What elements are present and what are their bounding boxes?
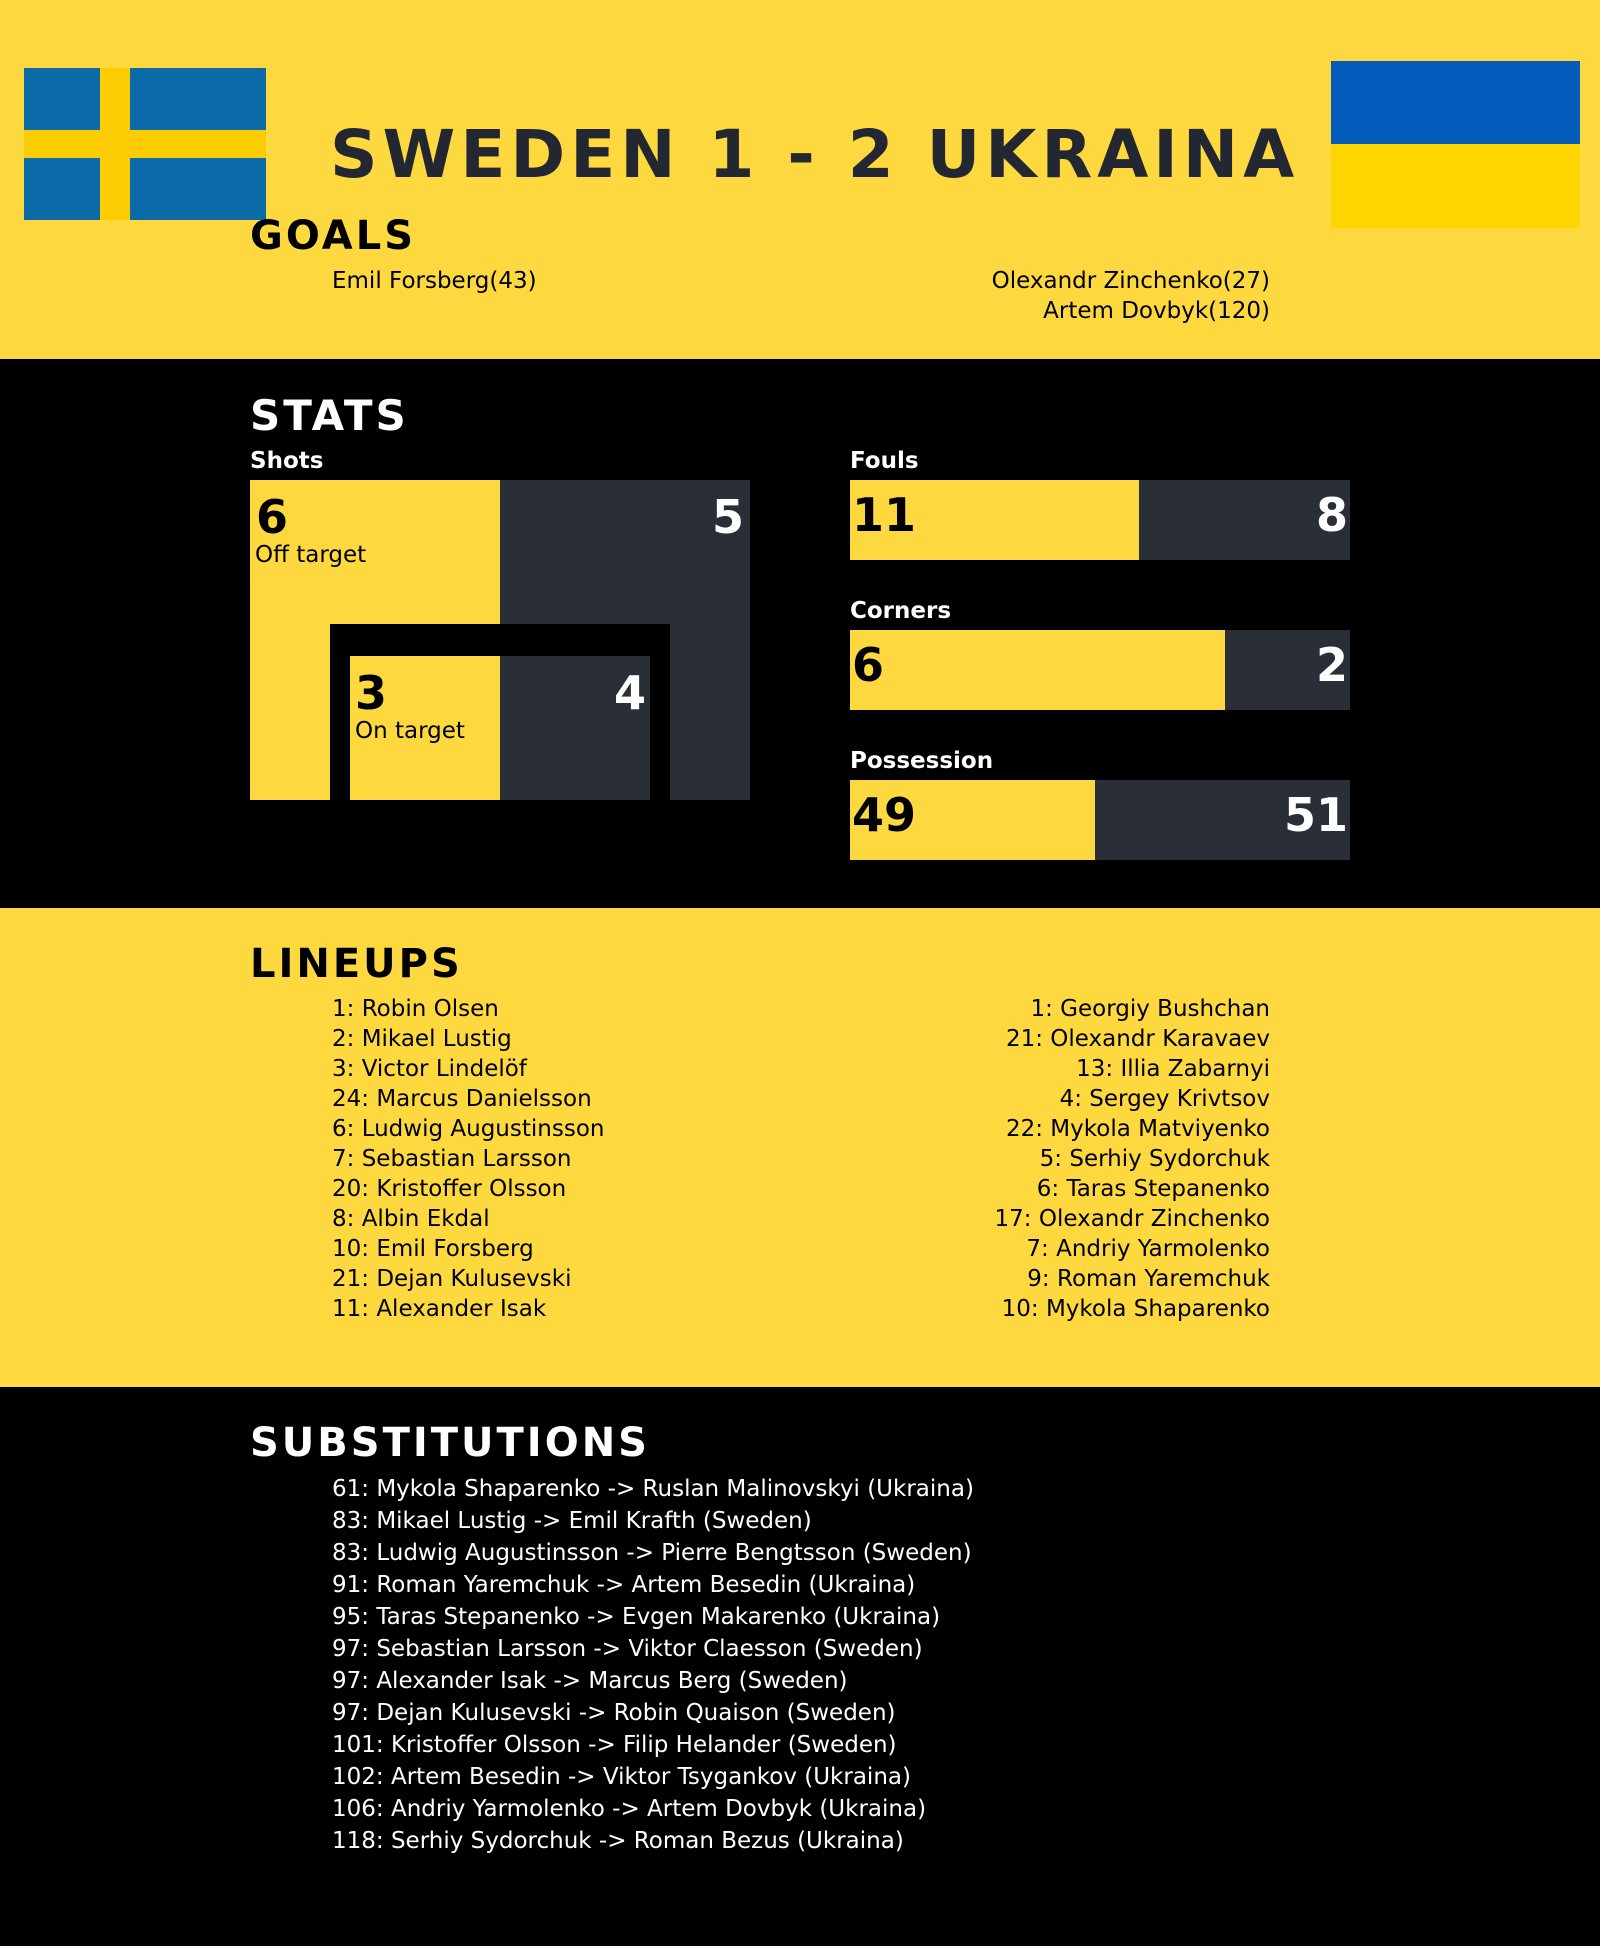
fouls-home-value: 11 [852,488,917,542]
possession-bar [850,780,1350,860]
lineup-item: 13: Illia Zabarnyi [1076,1056,1270,1082]
substitution-item: 97: Alexander Isak -> Marcus Berg (Sweden) [332,1668,848,1694]
fouls-home-bar [850,480,1139,560]
substitutions-heading: SUBSTITUTIONS [250,1420,650,1466]
lineup-item: 24: Marcus Danielsson [332,1086,592,1112]
lineups-heading: LINEUPS [250,941,463,987]
away-goals-list [992,266,1270,326]
possession-away-bar [1095,780,1350,860]
fouls-label: Fouls [850,448,919,474]
match-title: SWEDEN 1 - 2 UKRAINA [330,116,1300,193]
away-lineup-list [995,994,1270,1324]
lineup-item: 2: Mikael Lustig [332,1026,512,1052]
lineup-item: 1: Georgiy Bushchan [1030,996,1270,1022]
substitution-item: 83: Ludwig Augustinsson -> Pierre Bengtsson (Sweden) [332,1540,972,1566]
goal-item: Olexandr Zinchenko(27) [991,268,1270,294]
substitution-item: 101: Kristoffer Olsson -> Filip Helander (Sweden) [332,1732,897,1758]
shots-label: Shots [250,448,324,474]
goal-item: Artem Dovbyk(120) [1043,298,1270,324]
goals-heading: GOALS [250,213,417,259]
possession-home-bar [850,780,1095,860]
goal-item: Emil Forsberg(43) [332,268,537,294]
lineup-item: 10: Emil Forsberg [332,1236,534,1262]
shots-on-target-home [350,656,500,800]
lineup-item: 21: Olexandr Karavaev [1005,1026,1270,1052]
substitution-item: 91: Roman Yaremchuk -> Artem Besedin (Ukraina) [332,1572,916,1598]
substitution-item: 118: Serhiy Sydorchuk -> Roman Bezus (Ukraina) [332,1828,904,1854]
stats-heading: STATS [250,391,409,440]
substitution-item: 83: Mikael Lustig -> Emil Krafth (Sweden) [332,1508,812,1534]
lineup-item: 10: Mykola Shaparenko [1001,1296,1270,1322]
substitution-item: 97: Sebastian Larsson -> Viktor Claesson (Sweden) [332,1636,923,1662]
substitutions-section [0,1387,1600,1946]
substitution-item: 97: Dejan Kulusevski -> Robin Quaison (Sweden) [332,1700,896,1726]
home-goals-list [332,266,537,296]
corners-home-bar [850,630,1225,710]
shots-off-home-value: 6 [256,490,289,544]
shots-on-away-value: 4 [613,666,646,720]
corners-bar [850,630,1350,710]
shots-off-away-value: 5 [711,490,744,544]
lineups-section [0,908,1600,1387]
header-section [0,0,1600,359]
possession-label: Possession [850,748,994,774]
lineup-item: 3: Victor Lindelöf [332,1056,527,1082]
lineup-item: 22: Mykola Matviyenko [1005,1116,1270,1142]
lineup-item: 1: Robin Olsen [332,996,499,1022]
corners-home-value: 6 [852,638,885,692]
home-lineup-list [332,994,604,1324]
lineup-item: 11: Alexander Isak [332,1296,547,1322]
lineup-item: 5: Serhiy Sydorchuk [1039,1146,1270,1172]
possession-away-value: 51 [1283,788,1348,842]
lineup-item: 20: Kristoffer Olsson [332,1176,567,1202]
possession-home-value: 49 [852,788,917,842]
fouls-away-value: 8 [1315,488,1348,542]
substitution-item: 106: Andriy Yarmolenko -> Artem Dovbyk (Ukraina) [332,1796,927,1822]
sweden-flag-icon [24,68,266,220]
lineup-item: 7: Sebastian Larsson [332,1146,572,1172]
substitution-item: 95: Taras Stepanenko -> Evgen Makarenko (Ukraina) [332,1604,941,1630]
fouls-bar [850,480,1350,560]
lineup-item: 9: Roman Yaremchuk [1027,1266,1270,1292]
shots-on-target-away [500,656,650,800]
lineup-item: 21: Dejan Kulusevski [332,1266,572,1292]
ukraine-flag-icon [1331,61,1580,228]
lineup-item: 6: Ludwig Augustinsson [332,1116,605,1142]
lineup-item: 17: Olexandr Zinchenko [994,1206,1270,1232]
lineup-item: 6: Taras Stepanenko [1036,1176,1270,1202]
off-target-label: Off target [255,542,367,568]
corners-label: Corners [850,598,952,624]
corners-away-bar [1225,630,1350,710]
lineup-item: 8: Albin Ekdal [332,1206,490,1232]
shots-on-home-value: 3 [355,666,388,720]
substitutions-list [332,1473,974,1857]
lineup-item: 4: Sergey Krivtsov [1059,1086,1270,1112]
corners-away-value: 2 [1315,638,1348,692]
substitution-item: 61: Mykola Shaparenko -> Ruslan Malinovskyi (Ukraina) [332,1476,974,1502]
fouls-away-bar [1139,480,1350,560]
lineup-item: 7: Andriy Yarmolenko [1026,1236,1270,1262]
on-target-label: On target [355,718,465,744]
substitution-item: 102: Artem Besedin -> Viktor Tsygankov (Ukraina) [332,1764,911,1790]
stats-section [0,359,1600,908]
